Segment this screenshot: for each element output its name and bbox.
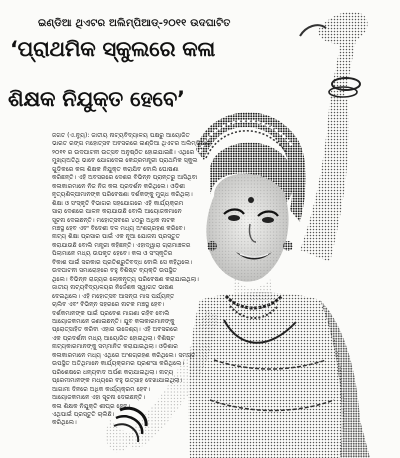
article-line: ଏକ ପ୍ରଦର୍ଶନୀ ମଧ୍ୟ ଆୟୋଜିତ ହୋଇଥିଲା। ବିଶିଷ୍ଟ: [52, 334, 175, 342]
article-line: ପରିଶେଷରେ ଧନ୍ୟବାଦ ଅର୍ପଣ କରାଯାଇଥିଲା। ନାଟ୍ୟ: [52, 368, 174, 376]
article-line: ଦେଇଥିଲେ। ଏହି ମହୋତ୍ସବ ଆସନ୍ତା ମାସ ପର୍ଯ୍ୟନ୍ତ: [52, 292, 175, 300]
article-line: ସୂଚନା ଦେଇଛନ୍ତି। ମହୋତ୍ସବରେ ୪୦ରୁ ଅଧିକ ନାଟକ: [52, 216, 176, 224]
article-line: କଳା ଶିକ୍ଷକ ନିଯୁକ୍ତି ଶୀଘ୍ର ହେବ।: [52, 402, 131, 410]
article-line: ମୁଖ୍ୟଅତିଥି ଭାବେ ଯୋଗଦେଇ କେନ୍ଦ୍ରମନ୍ତ୍ରୀ ପ୍ରାଥମିକ ସ୍କୁଲ: [52, 157, 198, 165]
article-line: ଜଗତ (ଏ.ନ୍ୟୁ): ଜାତୀୟ ନାଟ୍ୟବିଦ୍ୟାଳୟ ପକ୍ଷରୁ ଆୟୋଜିତ: [52, 132, 190, 139]
article-line: ପିଲାମାନେ ମଧ୍ୟ ଉପକୃତ ହେବେ। କଳା ଓ ସଂସ୍କୃତିର: [52, 250, 173, 258]
article-body: [52, 132, 252, 428]
article-line: ଚାଲିବ ଏବଂ ବିଭିନ୍ନ ସହରରେ ନାଟକ ମଞ୍ଚସ୍ଥ ହେବ।: [52, 301, 165, 309]
headline-line-2: ଶିକ୍ଷକ ନିଯୁକ୍ତ ହେବେ’: [8, 87, 185, 111]
article-line: ଆଗାମୀ ଦିନରେ ଅଧିକ କାର୍ଯ୍ୟକ୍ରମ ହେବ।: [52, 385, 151, 393]
article-line: ନୃତ୍ୟଶିଳ୍ପୀମାନଙ୍କ ପରିବେଷଣା ଦର୍ଶକଙ୍କୁ ମୁଗ୍ଧ କରିଥିଲା।: [52, 191, 193, 199]
article-line: କଳାକାରମାନେ ମଧ୍ୟ ଏଥିରେ ଅଂଶଗ୍ରହଣ କରିଥିଲେ। ସମସ୍ତ: [52, 351, 196, 359]
kicker: ଇଣ୍ଡିଆ ଥିଏଟର ଅଲିମ୍ପିଆଡ୍‌-୨୦୧୧ ଉଦଘାଟିତ: [38, 18, 231, 29]
article-line: ବିକାଶ ପାଇଁ ସରକାର ପ୍ରତିଶ୍ରୁତିବଦ୍ଧ ବୋଲି ସେ କହିଥିଲେ।: [52, 258, 193, 266]
article-line: କରାଯାଉଛି ବୋଲି ମନ୍ତ୍ରୀ କହିଛନ୍ତି। ଏହାଦ୍ୱାରା ଗ୍ରାମାଞ୍ଚଳର: [52, 241, 191, 249]
article-line: ନାଟ୍ୟ ଶିକ୍ଷା ପ୍ରସାର ପାଇଁ ଏକ ନୂଆ ଯୋଜନା ପ୍ରସ୍ତୁତ: [52, 233, 180, 241]
article-line: ମଞ୍ଚସ୍ଥ ହେବ ଏବଂ ବିଦେଶୀ ଦଳ ମଧ୍ୟ ଅଂଶଗ୍ରହଣ କରିବେ।: [52, 224, 186, 232]
headline-line-1: ‘ପ୍ରାଥମିକ ସ୍କୁଲରେ କଳା: [10, 37, 216, 61]
article-line: ଉପସ୍ଥିତ ଅତିଥିମାନେ କାର୍ଯ୍ୟକ୍ରମର ପ୍ରଶଂସା କରିଥିଲେ।: [52, 360, 185, 368]
article-line: ଆୟୋଜକମାନେ ଏହା ସୂଚନା ଦେଇଛନ୍ତି।: [52, 394, 145, 402]
article-line: କଳାକାରମାନେ ନିଜ ନିଜ କଳା ପ୍ରଦର୍ଶନ କରିଥିଲେ। ଓଡ଼ିଶୀ: [52, 182, 185, 190]
article-line: ଶିକ୍ଷା ଓ ସଂସ୍କୃତି ବିଭାଗର ସହଯୋଗରେ ଏହି କାର୍ଯ୍ୟକ୍ରମ: [52, 199, 184, 207]
article-line: ଭାରତ ରଙ୍ଗ ମହୋତ୍ସବ ଅବସରରେ ଇଣ୍ଡିଆ ଥିଏଟର ଅଲିମ୍ପିଆଡ୍‌-: [52, 140, 213, 148]
article-line: ଆୟୋଜକମାନେ ଜଣାଇଛନ୍ତି। ଯୁବ କଳାକାରମାନଙ୍କୁ: [52, 317, 175, 325]
article-line: କରିଛନ୍ତି। ଏହି ଅବସରରେ ଦେଶର ବିଭିନ୍ନ ପ୍ରାନ୍ତରୁ ଆସିଥିବା: [52, 174, 198, 182]
article-line: ଗୁଡ଼ିକରେ କଳା ଶିକ୍ଷକ ନିଯୁକ୍ତ କରାଯିବ ବୋଲି ଘୋଷଣା: [52, 165, 179, 173]
article-line: ଜାତୀୟ ନାଟ୍ୟବିଦ୍ୟାଳୟର ନିର୍ଦ୍ଦେଶକ ସ୍ୱାଗତ ଭାଷଣ: [52, 284, 174, 292]
article-line: ଉଦଘାଟନୀ ସମାରୋହରେ ବହୁ ବିଶିଷ୍ଟ ବ୍ୟକ୍ତି ଉପସ୍ଥିତ: [52, 267, 177, 275]
article-line: ଥିଲେ। ବିଭିନ୍ନ ରାଜ୍ୟର ଲୋକନୃତ୍ୟ ପରିବେଷଣ କରାଯାଇଥିଲା।: [52, 275, 199, 283]
article-line: କରିଥିଲେ।: [52, 419, 77, 427]
article-line: ଦର୍ଶକମାନଙ୍କ ପାଇଁ ପ୍ରବେଶ ମାଗଣା ରହିବ ବୋଲି: [52, 309, 170, 317]
article-line: ପ୍ରୋତ୍ସାହିତ କରିବା ଏହାର ଉଦ୍ଦେଶ୍ୟ। ଏହି ଅବସରରେ: [52, 326, 178, 334]
article-line: ସାରା ଦେଶରେ ପାଳନ କରାଯାଉଛି ବୋଲି ଆୟୋଜକମାନେ: [52, 208, 182, 216]
article-line: ଏଥିପାଇଁ ପ୍ରସ୍ତୁତି ଚାଲିଛି।: [52, 410, 115, 418]
article-line: ୨୦୧୧ ର ଉଦଘାଟନୀ ଉତ୍ସବ ଅନୁଷ୍ଠିତ ହୋଇଯାଇଛି। ଏଥିରେ: [52, 148, 195, 156]
article-line: ପ୍ରେମୀମାନଙ୍କ ମଧ୍ୟରେ ବହୁ ଉତ୍ସାହ ଦେଖାଯାଇଥିଲା।: [52, 377, 183, 385]
article-line: ନାଟ୍ୟକାରମାନଙ୍କୁ ସମ୍ମାନିତ କରାଯାଇଥିଲା। ଓଡ଼ିଶାର: [52, 343, 178, 351]
